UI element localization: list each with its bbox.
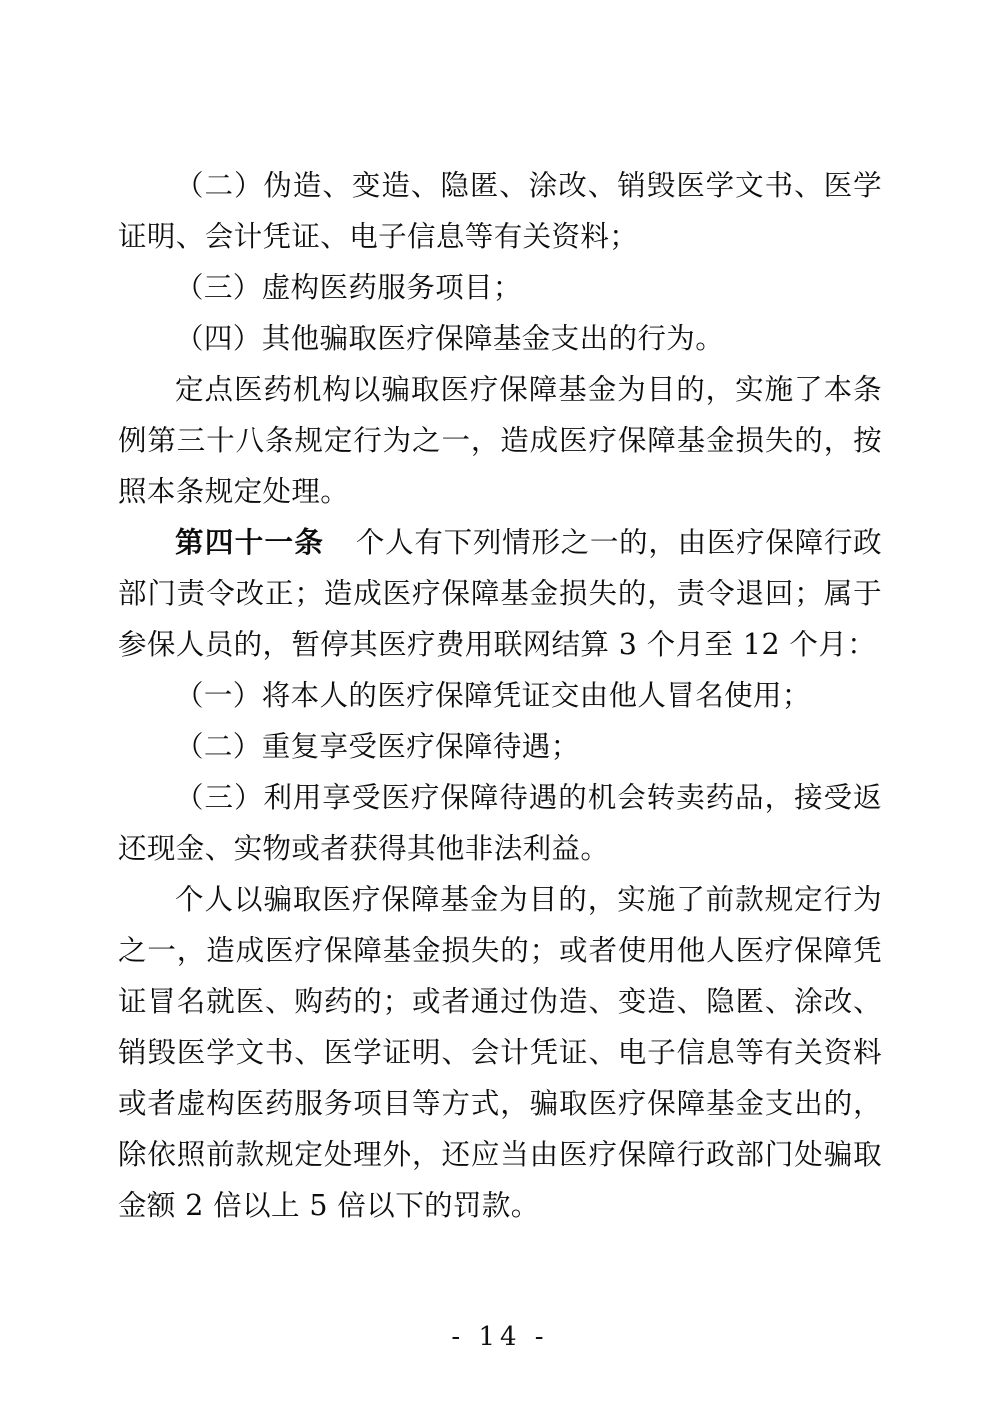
list-item-clause-3: （三）虚构医药服务项目； (175, 271, 522, 304)
page-footer (0, 1322, 1000, 1352)
paragraph-individual-fraud: 个人以骗取医疗保障基金为目的，实施了前款规定行为之一，造成医疗保障基金损失的；或者使用他人医疗保障凭证冒名就医、购药的；或者通过伪造、变造、隐匿、涂改、销毁医学文书、医学证明、会计凭证、电子信息等有关资料或者虚构医药服务项目等方式，骗取医疗保障基金支出的，除依照前款规定处理外，还应当由医疗保障行政部门处骗取金额 2 倍以上 5 倍以下的罚款。 (118, 883, 882, 1222)
article-41-text: 个人有下列情形之一的，由医疗保障行政部门责令改正；造成医疗保障基金损失的，责令退回；属于参保人员的，暂停其医疗费用联网结算 3 个月至 12 个月： (118, 526, 882, 661)
article-41-paragraph (118, 517, 882, 670)
list-item-clause-4: （四）其他骗取医疗保障基金支出的行为。 (175, 322, 725, 355)
article-41-list-item-1: （一）将本人的医疗保障凭证交由他人冒名使用； (175, 679, 811, 712)
list-item-clause-2: （二）伪造、变造、隐匿、涂改、销毁医学文书、医学证明、会计凭证、电子信息等有关资料； (118, 169, 882, 253)
document-body (118, 160, 882, 1231)
article-41-label: 第四十一条 (175, 525, 325, 559)
page-number: - 14 - (451, 1322, 549, 1352)
article-41-list-item-2: （二）重复享受医疗保障待遇； (175, 730, 580, 763)
article-41-list-item-3: （三）利用享受医疗保障待遇的机会转卖药品，接受返还现金、实物或者获得其他非法利益。 (118, 781, 882, 865)
paragraph-designated-institutions: 定点医药机构以骗取医疗保障基金为目的，实施了本条例第三十八条规定行为之一，造成医疗保障基金损失的，按照本条规定处理。 (118, 373, 882, 508)
